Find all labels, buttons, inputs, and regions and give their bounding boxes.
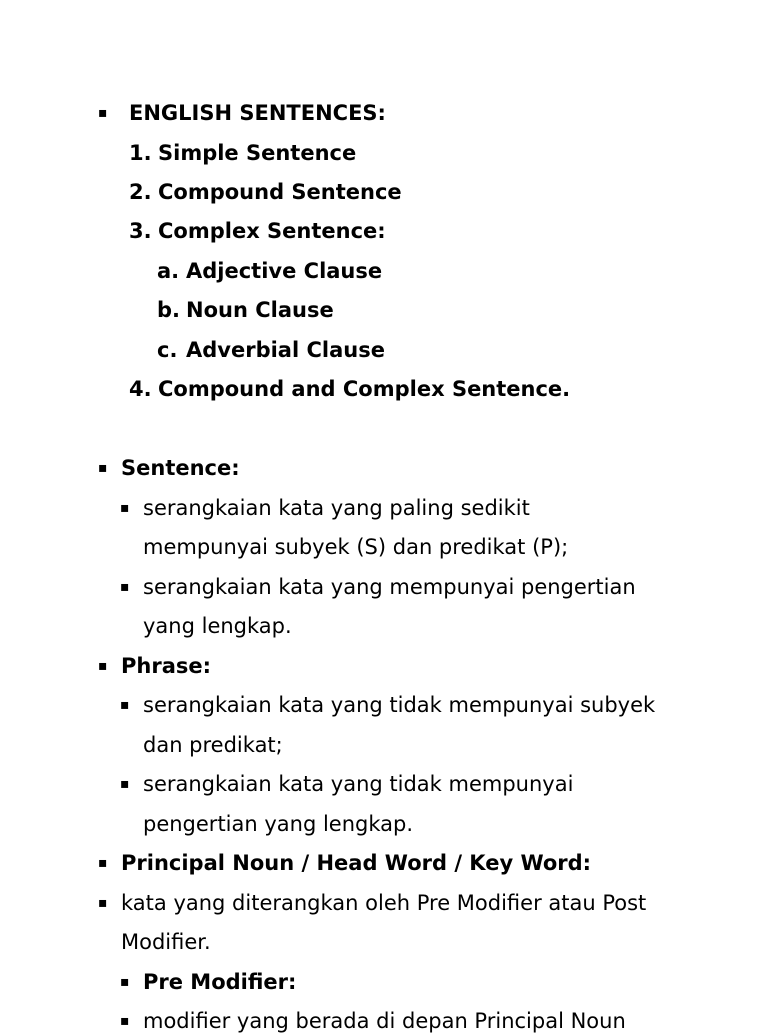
sub-bullet-icon: ▪ xyxy=(120,1013,130,1029)
list-letter: c. xyxy=(157,338,178,362)
list-letter: a. xyxy=(157,259,180,283)
list-subitem xyxy=(157,259,382,283)
list-number: 4. xyxy=(129,377,152,401)
heading-pre-modifier: Pre Modifier: xyxy=(143,970,297,994)
list-subitem-text: Noun Clause xyxy=(186,298,334,322)
list-subitem-text: Adverbial Clause xyxy=(186,338,385,362)
phrase-point-1-line-1: serangkaian kata yang tidak mempunyai subyek xyxy=(143,693,656,717)
section-heading-english-sentences: ENGLISH SENTENCES: xyxy=(129,101,386,125)
heading-phrase: Phrase: xyxy=(121,654,212,678)
list-number: 1. xyxy=(129,141,152,165)
principal-definition-line-1: kata yang diterangkan oleh Pre Modifier atau Post xyxy=(121,891,647,915)
bullet-icon: ▪ xyxy=(98,460,108,476)
list-item xyxy=(129,377,570,401)
list-item-text: Compound and Complex Sentence. xyxy=(158,377,571,401)
sentence-point-2-line-2: yang lengkap. xyxy=(143,614,292,638)
principal-definition-line-2: Modifier. xyxy=(121,930,211,954)
list-item xyxy=(129,219,386,243)
list-item xyxy=(129,141,356,165)
heading-sentence: Sentence: xyxy=(121,456,240,480)
list-subitem xyxy=(157,338,385,362)
pre-modifier-definition: modifier yang berada di depan Principal Noun xyxy=(143,1009,626,1033)
list-item-text: Complex Sentence: xyxy=(158,219,386,243)
phrase-point-2-line-2: pengertian yang lengkap. xyxy=(143,812,414,836)
sub-bullet-icon: ▪ xyxy=(120,500,130,516)
phrase-point-2-line-1: serangkaian kata yang tidak mempunyai xyxy=(143,772,574,796)
sub-bullet-icon: ▪ xyxy=(120,579,130,595)
bullet-icon: ▪ xyxy=(98,105,108,121)
bullet-icon: ▪ xyxy=(98,658,108,674)
bullet-icon: ▪ xyxy=(98,895,108,911)
sub-bullet-icon: ▪ xyxy=(120,974,130,990)
phrase-point-1-line-2: dan predikat; xyxy=(143,733,283,757)
sub-bullet-icon: ▪ xyxy=(120,776,130,792)
list-number: 3. xyxy=(129,219,152,243)
list-subitem-text: Adjective Clause xyxy=(186,259,383,283)
list-item-text: Compound Sentence xyxy=(158,180,402,204)
sub-bullet-icon: ▪ xyxy=(120,697,130,713)
heading-principal-noun: Principal Noun / Head Word / Key Word: xyxy=(121,851,592,875)
list-letter: b. xyxy=(157,298,181,322)
list-number: 2. xyxy=(129,180,152,204)
sentence-point-1-line-1: serangkaian kata yang paling sedikit xyxy=(143,496,530,520)
sentence-point-1-line-2: mempunyai subyek (S) dan predikat (P); xyxy=(143,535,569,559)
list-item xyxy=(129,180,402,204)
list-subitem xyxy=(157,298,334,322)
sentence-point-2-line-1: serangkaian kata yang mempunyai pengertian xyxy=(143,575,636,599)
bullet-icon: ▪ xyxy=(98,855,108,871)
list-item-text: Simple Sentence xyxy=(158,141,357,165)
